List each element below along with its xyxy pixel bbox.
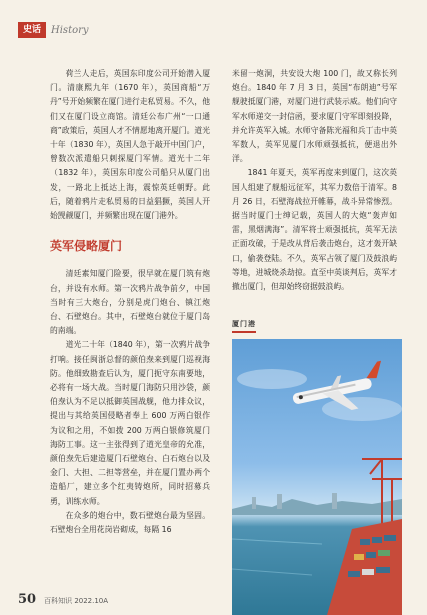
body-paragraph: 荷兰人走后，英国东印度公司开始潜入厦门。清康熙九年（1670 年），英国商船“万丹”号开始频繁在厦门进行走私贸易。不久，他们又在厦门设立商馆。清廷公布广州“一口通商”政策后，英国人才不情愿地离开厦门。道光十年（1830 年），英国人急于敲开中国门户，曾数次派遣船只刺探厦门军情。道光十二年（1832 年），英国东印度公司船只从厦门出发，一路北上抵达上海，震惊英廷朝野。此后，随着鸦片走私贸易的日益猖獗，英国人开始觊觎厦门，并频繁出现在厦门港外。 [50,69,210,221]
harbor-photo [232,339,402,615]
section-heading: 英军侵略厦门 [50,239,123,254]
section-name: History [51,24,89,36]
body-paragraph: 道光二十年（1840 年），第一次鸦片战争打响。接任闽浙总督的颜伯焘来到厦门巡视海防。他细致勘查后认为，厦门扼守东南要地，必将有一场大战。当时厦门海防只用沙袋，颜伯焘认为不足以抵御英国战舰，他力排众议，提出与其给英国侵略者奉上 600 万两白银作为议和之用，不如拨 200 万两白银修筑厦门海防工事。这一主张得到了道光皇帝的允准，颜伯焘先后建造厦门石壁炮台、白石炮台以及金门、大担、二担等营垒，并在厦门置办两个造船厂，建立多个红夷铸炮所，同时招募兵勇，训练水师。 [50,340,210,506]
body-paragraph: 米留一炮洞，共安设大炮 100 门，故又称长列炮台。1840 年 7 月 3 日，英国“布朗迪”号军舰驶抵厦门港，对厦门进行武装示威。他们向守军水师递交一封信函，要求厦门守军即刻投降，并允许英军入城。水师守备陈光福和兵丁击中英军数人，英军见厦门水师顽强抵抗，便退出外洋。 [232,69,397,164]
body-paragraph: 1841 年夏天，英军再度来到厦门，这次英国人组建了舰船远征军，其军力数倍于清军。8 月 26 日，石壁海战拉开帷幕，战斗异常惨烈。据当时厦门士绅记载，英国人的大炮“轰声如雷，黑烟满海”。清军将士顽强抵抗，英军无法正面攻破，于是改从背后袭击炮台，这才轰开缺口，偷袭登陆。不久，英军占领了厦门及鼓浪屿等地，进城烧杀劫掠。直至中英谈判后，英军才撤出厦门，但却始终窃据鼓浪屿。 [232,168,397,292]
section-tag: 史话 [18,22,46,38]
photo-caption: 厦门港 [232,319,256,333]
section-header [18,20,89,40]
right-column [232,67,397,294]
harbor-illustration [232,339,402,615]
page-footer [18,592,108,607]
issue-label: 百科知识 2022.10A [44,597,109,605]
body-paragraph: 清廷素知厦门险要，很早就在厦门筑有炮台，并设有水师。第一次鸦片战争前夕，中国当时有三大炮台，分别是虎门炮台、镇江炮台、石壁炮台。其中，石壁炮台就位于厦门岛的南端。 [50,269,210,336]
left-column [50,67,210,537]
body-paragraph: 在众多的炮台中，数石壁炮台最为坚固。石壁炮台全用花岗岩砌成，每隔 16 [50,510,210,535]
page-number: 50 [18,592,37,607]
